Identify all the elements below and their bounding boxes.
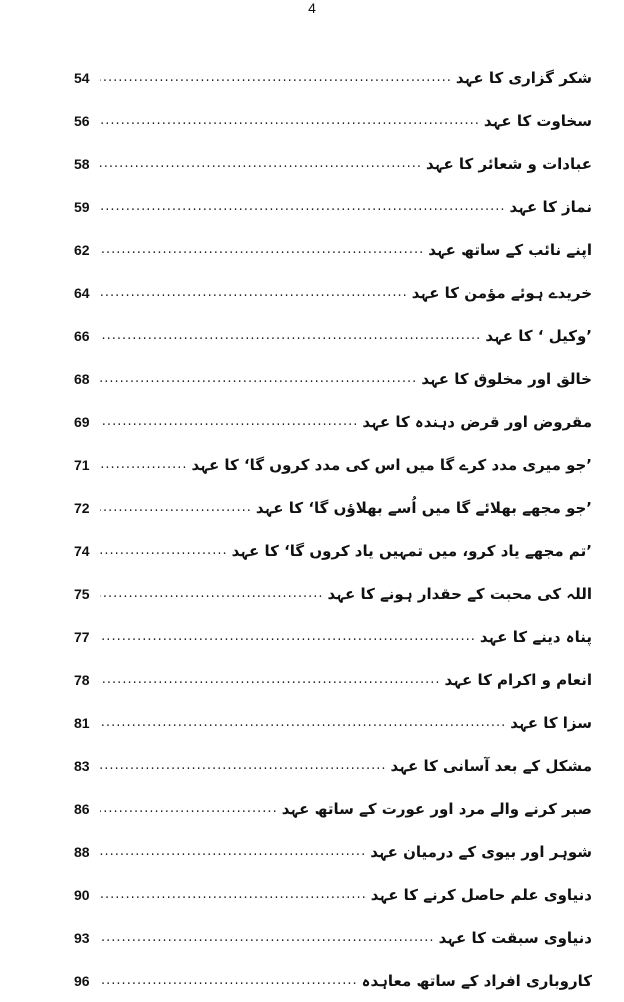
toc-entry[interactable] (74, 185, 592, 228)
toc-title: شوہر اور بیوی کے درمیان عہد (370, 842, 592, 861)
toc-entry[interactable] (74, 228, 592, 271)
toc-title: شکر گزاری کا عہد (455, 68, 592, 87)
toc-page-number: 83 (74, 757, 90, 774)
toc-page-number: 69 (74, 413, 90, 430)
toc-page-number: 77 (74, 628, 90, 645)
dot-leader (100, 284, 412, 302)
toc-page-number: 54 (74, 69, 90, 86)
toc-title: عبادات و شعائر کا عہد (426, 154, 592, 173)
dot-leader (100, 929, 439, 947)
toc-entry[interactable] (74, 99, 592, 142)
toc-page-number: 66 (74, 327, 90, 344)
dot-leader (100, 456, 191, 474)
dot-leader (100, 112, 484, 130)
dot-leader (100, 327, 485, 345)
toc-entry[interactable] (74, 486, 592, 529)
toc-title: پناہ دینے کا عہد (479, 627, 592, 646)
toc-entry[interactable] (74, 916, 592, 959)
toc-entry[interactable] (74, 572, 592, 615)
toc-title: مقروض اور قرض دہندہ کا عہد (362, 412, 592, 431)
toc-title: سخاوت کا عہد (483, 111, 592, 130)
toc-title: اپنے نائب کے ساتھ عہد (428, 240, 592, 259)
toc-entry[interactable] (74, 314, 592, 357)
toc-page-number: 56 (74, 112, 90, 129)
toc-title: ’جو مجھے بھلائے گا میں اُسے بھلاؤں گا‘ کا عہد (255, 498, 592, 517)
dot-leader (100, 628, 480, 646)
dot-leader (100, 886, 371, 904)
toc-title: دنیاوی علم حاصل کرنے کا عہد (370, 885, 592, 904)
toc-entry[interactable] (74, 744, 592, 787)
toc-page-number: 72 (74, 499, 90, 516)
dot-leader (100, 972, 362, 990)
toc-page-number: 90 (74, 886, 90, 903)
toc-entry[interactable] (74, 529, 592, 572)
dot-leader (100, 198, 510, 216)
dot-leader (100, 69, 456, 87)
toc-entry[interactable] (74, 615, 592, 658)
toc-title: نماز کا عہد (509, 197, 592, 216)
page-number: 4 (308, 0, 316, 16)
toc-entry[interactable] (74, 701, 592, 744)
dot-leader (100, 757, 391, 775)
toc-title: خریدے ہوئے مؤمن کا عہد (411, 283, 592, 302)
toc-page-number: 75 (74, 585, 90, 602)
toc-entry[interactable] (74, 142, 592, 185)
toc-page-number: 81 (74, 714, 90, 731)
toc-title: دنیاوی سبقت کا عہد (438, 928, 592, 947)
toc-title: مشکل کے بعد آسانی کا عہد (390, 756, 592, 775)
toc-entry[interactable] (74, 787, 592, 830)
toc-title: ’جو میری مدد کرے گا میں اس کی مدد کروں گا‘ کا عہد (191, 455, 592, 474)
dot-leader (100, 800, 282, 818)
dot-leader (100, 843, 370, 861)
toc-title: صبر کرنے والے مرد اور عورت کے ساتھ عہد (281, 799, 592, 818)
toc-title: انعام و اکرام کا عہد (444, 670, 592, 689)
dot-leader (100, 542, 232, 560)
toc-entry[interactable] (74, 830, 592, 873)
toc-page-number: 78 (74, 671, 90, 688)
table-of-contents (74, 56, 592, 1002)
dot-leader (100, 413, 362, 431)
dot-leader (100, 585, 328, 603)
toc-title: کاروباری افراد کے ساتھ معاہدہ (361, 971, 592, 990)
toc-entry[interactable] (74, 271, 592, 314)
toc-entry[interactable] (74, 400, 592, 443)
toc-page-number: 58 (74, 155, 90, 172)
toc-page-number: 74 (74, 542, 90, 559)
toc-title: ’تم مجھے یاد کرو، میں تمہیں یاد کروں گا‘ کا عہد (231, 541, 592, 560)
toc-page-number: 68 (74, 370, 90, 387)
toc-entry[interactable] (74, 873, 592, 916)
toc-page-number: 71 (74, 456, 90, 473)
dot-leader (100, 155, 426, 173)
dot-leader (100, 714, 510, 732)
toc-entry[interactable] (74, 357, 592, 400)
toc-page-number: 93 (74, 929, 90, 946)
toc-entry[interactable] (74, 658, 592, 701)
toc-title: اللہ کی محبت کے حقدار ہونے کا عہد (327, 584, 592, 603)
dot-leader (100, 671, 445, 689)
toc-title: ’وکیل ‘ کا عہد (485, 326, 592, 345)
toc-entry[interactable] (74, 443, 592, 486)
toc-page-number: 88 (74, 843, 90, 860)
toc-page-number: 62 (74, 241, 90, 258)
toc-entry[interactable] (74, 959, 592, 1002)
toc-page-number: 59 (74, 198, 90, 215)
toc-entry[interactable] (74, 56, 592, 99)
toc-page-number: 64 (74, 284, 90, 301)
dot-leader (100, 241, 428, 259)
toc-page-number: 96 (74, 972, 90, 989)
dot-leader (100, 370, 421, 388)
toc-title: خالق اور مخلوق کا عہد (421, 369, 592, 388)
toc-page-number: 86 (74, 800, 90, 817)
toc-title: سزا کا عہد (510, 713, 592, 732)
dot-leader (100, 499, 256, 517)
